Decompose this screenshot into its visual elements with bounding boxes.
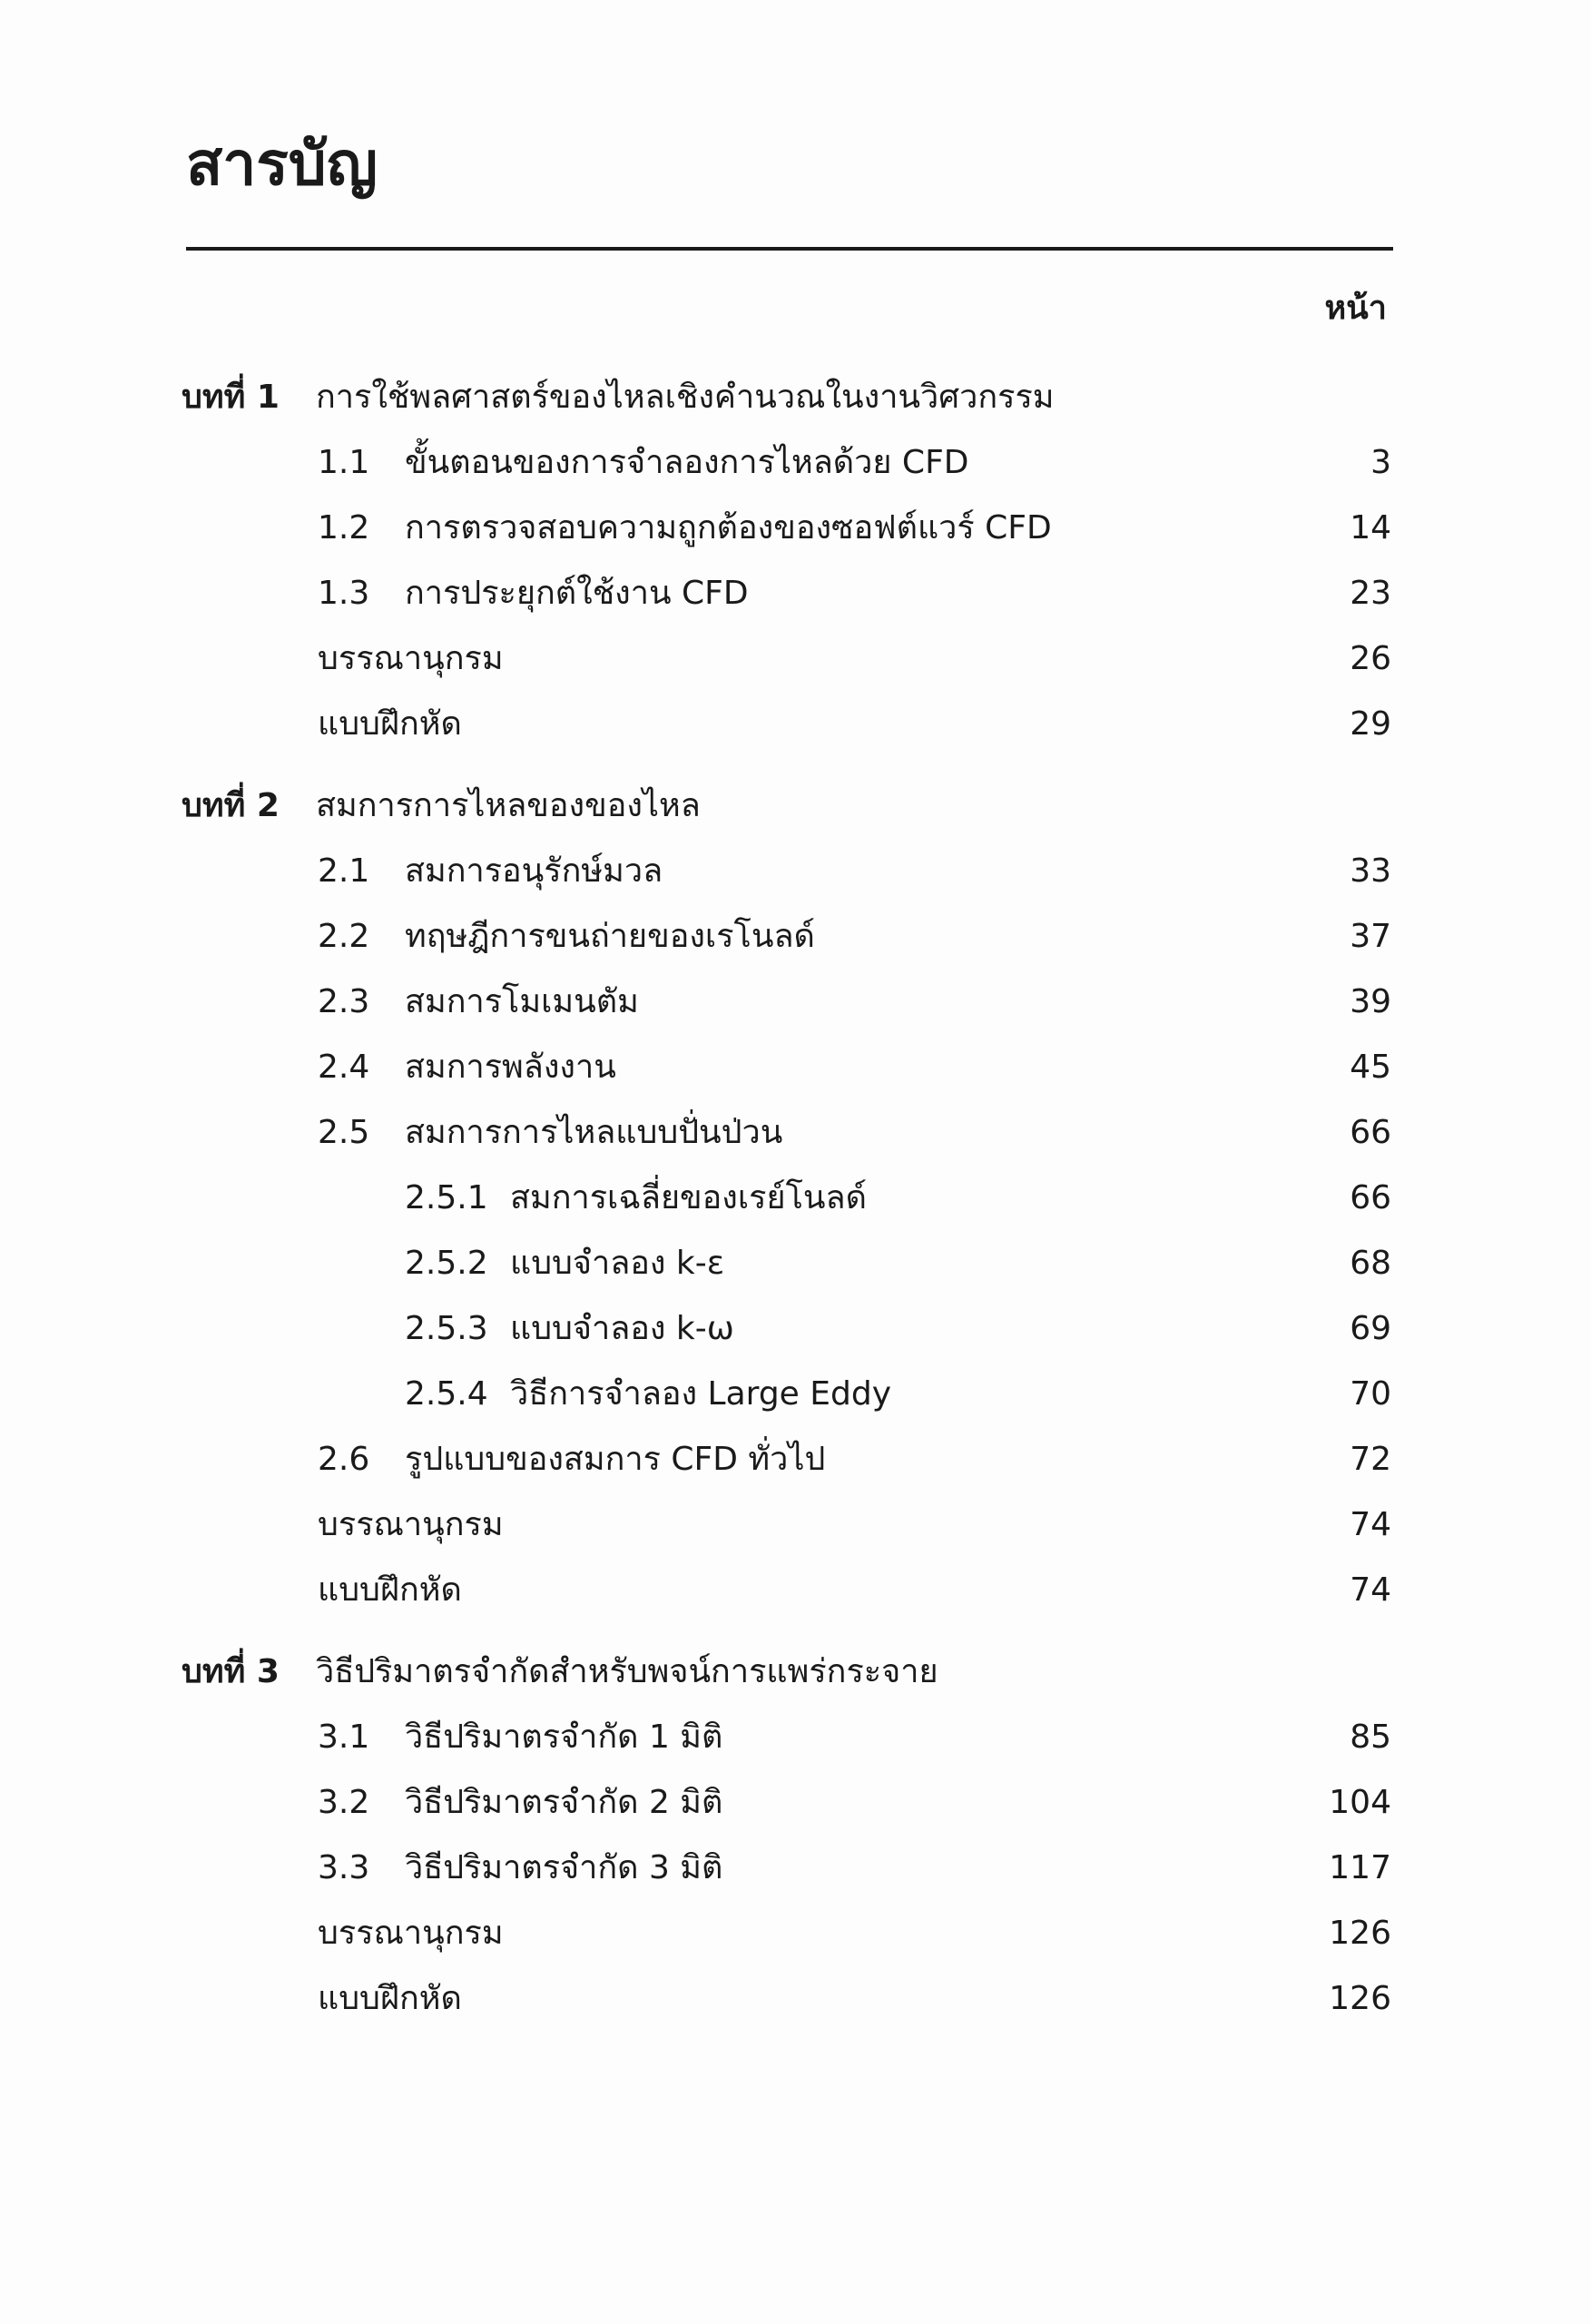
chapter-label: บทที่ 2 bbox=[182, 787, 280, 824]
subsection-title: แบบจำลอง k-ε bbox=[510, 1245, 725, 1282]
section-number: 3.3 bbox=[318, 1849, 370, 1886]
chapter-title: สมการการไหลของของไหล bbox=[316, 787, 701, 824]
section-number: 3.1 bbox=[318, 1718, 370, 1756]
page-number: 72 bbox=[1350, 1441, 1391, 1478]
page-number: 69 bbox=[1350, 1310, 1391, 1347]
subsection-number: 2.5.4 bbox=[405, 1375, 488, 1413]
page-column-header: หน้า bbox=[1324, 290, 1387, 327]
chapter-label: บทที่ 1 bbox=[182, 379, 280, 416]
toc-entry bbox=[0, 1972, 1591, 2026]
section-title: สมการพลังงาน bbox=[405, 1049, 616, 1086]
page-number: 68 bbox=[1350, 1245, 1391, 1282]
section-number: 1.2 bbox=[318, 509, 370, 547]
section-title: รูปแบบของสมการ CFD ทั่วไป bbox=[405, 1441, 826, 1478]
chapter-heading bbox=[0, 779, 1591, 833]
page-number: 23 bbox=[1350, 575, 1391, 612]
toc-entry bbox=[0, 632, 1591, 686]
page-number: 126 bbox=[1329, 1980, 1391, 2017]
section-title: บรรณานุกรม bbox=[318, 1915, 504, 1952]
page-number: 45 bbox=[1350, 1049, 1391, 1086]
section-number: 2.1 bbox=[318, 852, 370, 890]
section-title: แบบฝึกหัด bbox=[318, 705, 462, 743]
toc-entry bbox=[0, 1776, 1591, 1830]
toc-entry bbox=[0, 1106, 1591, 1160]
toc-subentry bbox=[0, 1302, 1591, 1356]
section-number: 2.3 bbox=[318, 983, 370, 1020]
page-number: 39 bbox=[1350, 983, 1391, 1020]
section-title: ขั้นตอนของการจำลองการไหลด้วย CFD bbox=[405, 444, 969, 481]
toc-entry bbox=[0, 1498, 1591, 1552]
section-title: สมการอนุรักษ์มวล bbox=[405, 852, 663, 890]
section-title: วิธีปริมาตรจำกัด 1 มิติ bbox=[405, 1718, 723, 1756]
toc-entry bbox=[0, 566, 1591, 621]
page-number: 66 bbox=[1350, 1179, 1391, 1216]
toc-entry bbox=[0, 501, 1591, 556]
toc-entry bbox=[0, 1563, 1591, 1618]
page-number: 74 bbox=[1350, 1571, 1391, 1609]
subsection-title: สมการเฉลี่ยของเรย์โนลด์ bbox=[510, 1179, 867, 1216]
page-title: สารบัญ bbox=[186, 129, 378, 199]
subsection-number: 2.5.1 bbox=[405, 1179, 488, 1216]
page-number: 74 bbox=[1350, 1506, 1391, 1543]
page-number: 26 bbox=[1350, 640, 1391, 677]
section-number: 3.2 bbox=[318, 1784, 370, 1821]
toc-subentry bbox=[0, 1367, 1591, 1422]
section-title: บรรณานุกรม bbox=[318, 640, 504, 677]
section-number: 2.2 bbox=[318, 918, 370, 955]
section-title: การประยุกต์ใช้งาน CFD bbox=[405, 575, 749, 612]
section-number: 2.6 bbox=[318, 1441, 370, 1478]
section-title: วิธีปริมาตรจำกัด 3 มิติ bbox=[405, 1849, 723, 1886]
page-number: 117 bbox=[1329, 1849, 1391, 1886]
toc-entry bbox=[0, 844, 1591, 899]
page-number: 14 bbox=[1350, 509, 1391, 547]
section-title: สมการโมเมนตัม bbox=[405, 983, 639, 1020]
toc-entry bbox=[0, 697, 1591, 752]
toc-entry bbox=[0, 1906, 1591, 1961]
toc-subentry bbox=[0, 1236, 1591, 1291]
title-divider bbox=[186, 247, 1393, 251]
page-number: 85 bbox=[1350, 1718, 1391, 1756]
subsection-title: วิธีการจำลอง Large Eddy bbox=[510, 1375, 892, 1413]
page-number: 104 bbox=[1329, 1784, 1391, 1821]
page-number: 66 bbox=[1350, 1114, 1391, 1151]
section-number: 1.1 bbox=[318, 444, 370, 481]
chapter-heading bbox=[0, 1645, 1591, 1699]
section-title: ทฤษฎีการขนถ่ายของเรโนลด์ bbox=[405, 918, 815, 955]
section-number: 1.3 bbox=[318, 575, 370, 612]
chapter-title: การใช้พลศาสตร์ของไหลเชิงคำนวณในงานวิศวกรรม bbox=[316, 379, 1055, 416]
section-title: วิธีปริมาตรจำกัด 2 มิติ bbox=[405, 1784, 723, 1821]
toc-entry bbox=[0, 1433, 1591, 1487]
subsection-number: 2.5.2 bbox=[405, 1245, 488, 1282]
toc-entry bbox=[0, 1841, 1591, 1896]
section-number: 2.4 bbox=[318, 1049, 370, 1086]
section-title: สมการการไหลแบบปั่นป่วน bbox=[405, 1114, 783, 1151]
toc-entry bbox=[0, 910, 1591, 964]
page-number: 70 bbox=[1350, 1375, 1391, 1413]
section-number: 2.5 bbox=[318, 1114, 370, 1151]
chapter-label: บทที่ 3 bbox=[182, 1653, 280, 1690]
subsection-number: 2.5.3 bbox=[405, 1310, 488, 1347]
page-number: 29 bbox=[1350, 705, 1391, 743]
section-title: แบบฝึกหัด bbox=[318, 1980, 462, 2017]
toc-entry bbox=[0, 975, 1591, 1029]
chapter-title: วิธีปริมาตรจำกัดสำหรับพจน์การแพร่กระจาย bbox=[316, 1653, 938, 1690]
page-number: 37 bbox=[1350, 918, 1391, 955]
page-number: 126 bbox=[1329, 1915, 1391, 1952]
page-number: 33 bbox=[1350, 852, 1391, 890]
subsection-title: แบบจำลอง k-ω bbox=[510, 1310, 734, 1347]
section-title: การตรวจสอบความถูกต้องของซอฟต์แวร์ CFD bbox=[405, 509, 1052, 547]
section-title: บรรณานุกรม bbox=[318, 1506, 504, 1543]
toc-subentry bbox=[0, 1171, 1591, 1226]
page-number: 3 bbox=[1370, 444, 1391, 481]
toc-entry bbox=[0, 436, 1591, 490]
chapter-heading bbox=[0, 370, 1591, 425]
toc-entry bbox=[0, 1710, 1591, 1765]
toc-entry bbox=[0, 1040, 1591, 1095]
section-title: แบบฝึกหัด bbox=[318, 1571, 462, 1609]
